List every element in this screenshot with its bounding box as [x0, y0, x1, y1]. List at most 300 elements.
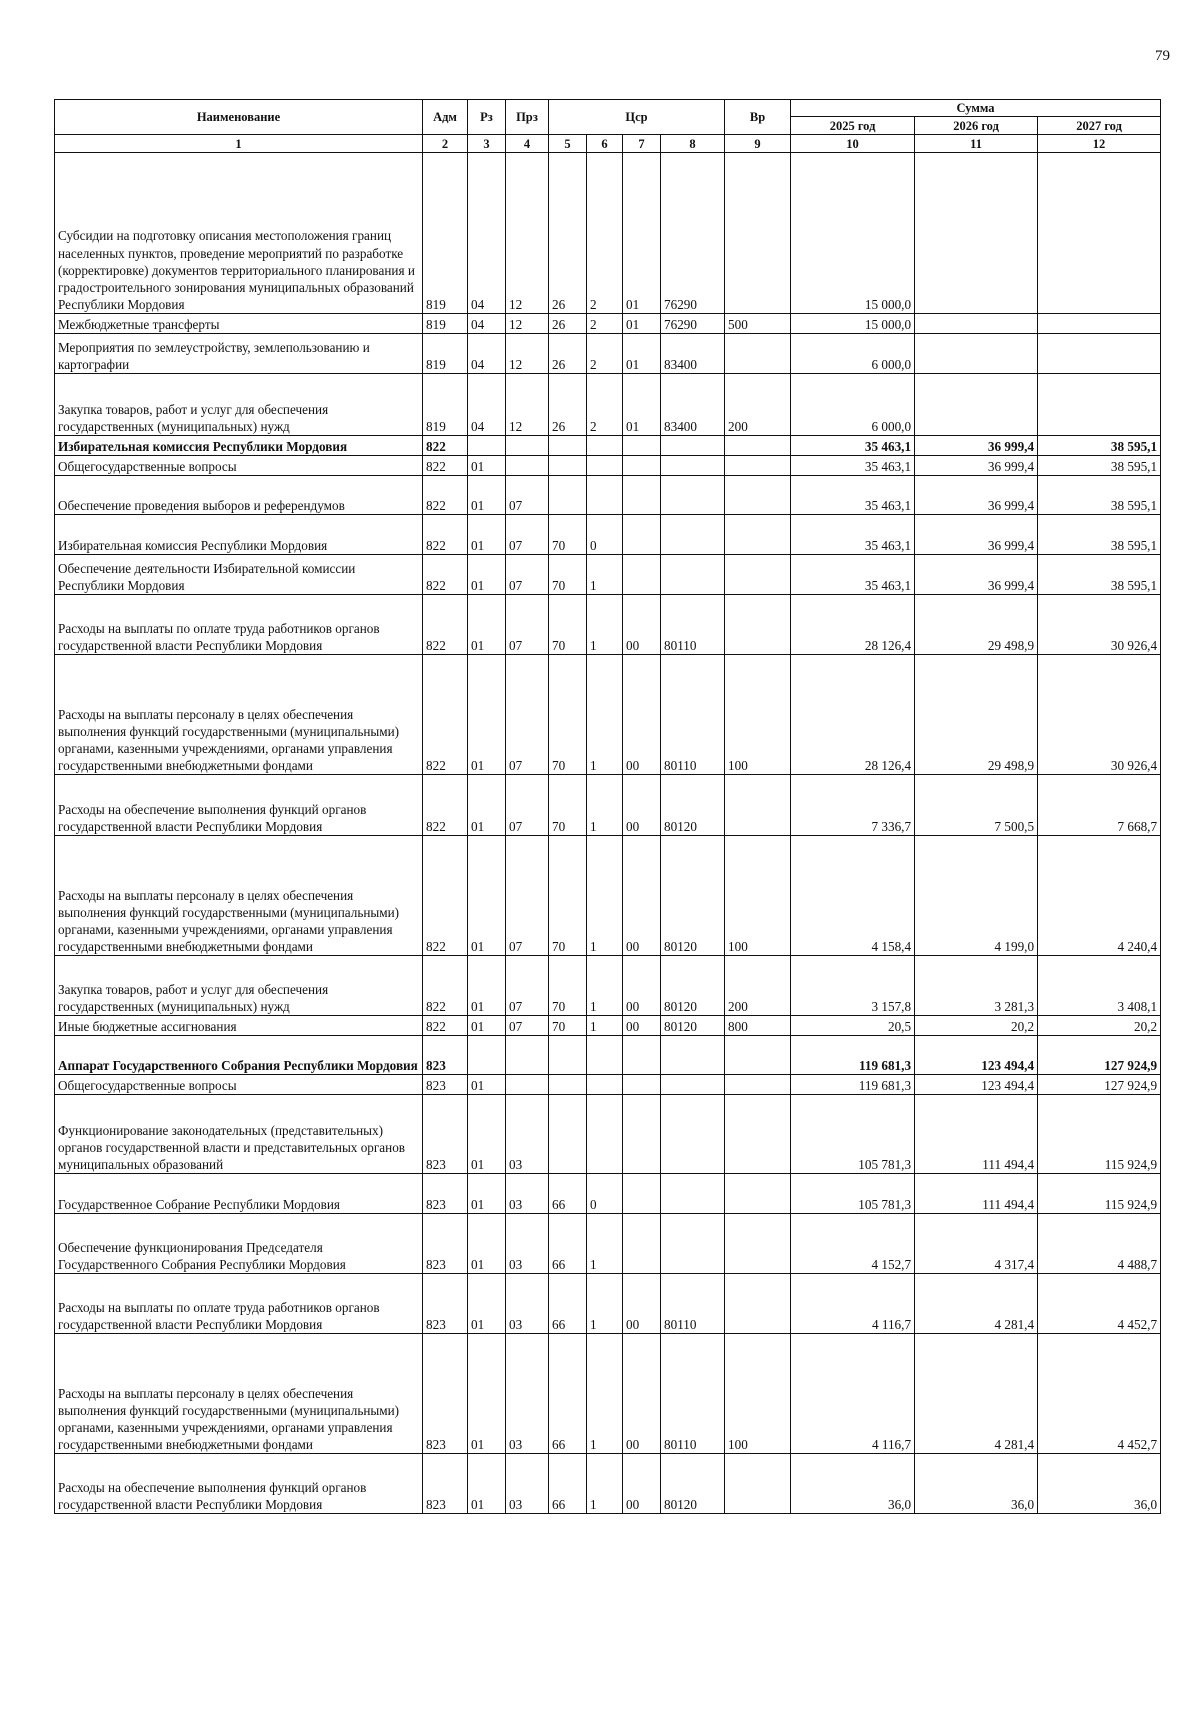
row-amount-2025: 35 463,1	[791, 436, 915, 456]
row-vr: 100	[725, 1334, 791, 1454]
column-number: 4	[506, 135, 549, 153]
header-rz: Рз	[468, 100, 506, 135]
row-name: Избирательная комиссия Республики Мордовия	[55, 436, 423, 456]
row-csr-8	[661, 555, 725, 595]
row-csr-7	[623, 515, 661, 555]
row-csr-5	[549, 436, 587, 456]
row-amount-2027: 115 924,9	[1038, 1174, 1161, 1214]
row-csr-7: 00	[623, 1454, 661, 1514]
row-csr-6: 1	[587, 555, 623, 595]
row-amount-2027: 38 595,1	[1038, 436, 1161, 456]
table-row	[55, 456, 1161, 476]
row-rz: 01	[468, 1454, 506, 1514]
row-name: Расходы на выплаты по оплате труда работников органов государственной власти Республики Мордовия	[55, 1274, 423, 1334]
row-csr-6: 2	[587, 334, 623, 374]
table-row	[55, 655, 1161, 775]
row-adm: 823	[423, 1036, 468, 1075]
table-row	[55, 1036, 1161, 1075]
row-rz: 01	[468, 476, 506, 515]
row-csr-8	[661, 436, 725, 456]
row-prz: 12	[506, 153, 549, 314]
table-body	[55, 153, 1161, 1514]
row-csr-7	[623, 1174, 661, 1214]
row-prz: 03	[506, 1454, 549, 1514]
row-amount-2026: 36 999,4	[915, 436, 1038, 456]
row-csr-8	[661, 1075, 725, 1095]
table-row	[55, 374, 1161, 436]
row-prz: 07	[506, 655, 549, 775]
row-vr	[725, 1214, 791, 1274]
row-adm: 822	[423, 836, 468, 956]
row-amount-2026	[915, 374, 1038, 436]
row-amount-2027: 3 408,1	[1038, 956, 1161, 1016]
row-csr-8: 80120	[661, 956, 725, 1016]
row-csr-6	[587, 436, 623, 456]
row-amount-2027: 30 926,4	[1038, 595, 1161, 655]
table-row	[55, 956, 1161, 1016]
table-row	[55, 515, 1161, 555]
row-csr-6: 1	[587, 956, 623, 1016]
row-csr-6: 0	[587, 515, 623, 555]
row-csr-5: 70	[549, 655, 587, 775]
row-vr: 100	[725, 836, 791, 956]
row-amount-2026: 3 281,3	[915, 956, 1038, 1016]
row-prz	[506, 436, 549, 456]
row-csr-7	[623, 476, 661, 515]
row-amount-2025: 35 463,1	[791, 515, 915, 555]
row-adm: 822	[423, 436, 468, 456]
row-adm: 823	[423, 1075, 468, 1095]
row-csr-6	[587, 1036, 623, 1075]
row-csr-5: 26	[549, 334, 587, 374]
budget-table	[54, 99, 1161, 1514]
column-number: 6	[587, 135, 623, 153]
row-amount-2027: 4 452,7	[1038, 1274, 1161, 1334]
row-prz: 07	[506, 595, 549, 655]
row-csr-5: 26	[549, 314, 587, 334]
row-amount-2027: 4 240,4	[1038, 836, 1161, 956]
row-prz: 03	[506, 1095, 549, 1174]
row-amount-2026: 111 494,4	[915, 1174, 1038, 1214]
row-name: Обеспечение проведения выборов и референдумов	[55, 476, 423, 515]
header-sum: Сумма	[791, 100, 1161, 117]
row-name: Расходы на обеспечение выполнения функций органов государственной власти Республики Мордовия	[55, 775, 423, 836]
row-csr-7: 00	[623, 1334, 661, 1454]
table-row	[55, 1075, 1161, 1095]
row-adm: 823	[423, 1174, 468, 1214]
row-csr-7: 00	[623, 1016, 661, 1036]
row-adm: 822	[423, 595, 468, 655]
row-rz: 01	[468, 1334, 506, 1454]
row-amount-2025: 7 336,7	[791, 775, 915, 836]
row-csr-5: 70	[549, 836, 587, 956]
row-name: Расходы на обеспечение выполнения функций органов государственной власти Республики Мордовия	[55, 1454, 423, 1514]
row-csr-5	[549, 1036, 587, 1075]
row-amount-2026: 111 494,4	[915, 1095, 1038, 1174]
row-amount-2027: 38 595,1	[1038, 555, 1161, 595]
row-csr-7: 01	[623, 334, 661, 374]
row-prz: 07	[506, 515, 549, 555]
row-adm: 822	[423, 515, 468, 555]
row-vr	[725, 515, 791, 555]
row-amount-2026: 36 999,4	[915, 555, 1038, 595]
column-number: 12	[1038, 135, 1161, 153]
row-csr-5: 70	[549, 775, 587, 836]
row-name: Закупка товаров, работ и услуг для обеспечения государственных (муниципальных) нужд	[55, 374, 423, 436]
header-adm: Адм	[423, 100, 468, 135]
row-csr-7: 01	[623, 314, 661, 334]
row-amount-2027: 30 926,4	[1038, 655, 1161, 775]
row-csr-6: 1	[587, 1016, 623, 1036]
row-amount-2027: 7 668,7	[1038, 775, 1161, 836]
row-prz	[506, 1036, 549, 1075]
row-adm: 819	[423, 334, 468, 374]
row-csr-7	[623, 1036, 661, 1075]
row-vr	[725, 476, 791, 515]
row-vr: 800	[725, 1016, 791, 1036]
header-vr: Вр	[725, 100, 791, 135]
row-amount-2027: 36,0	[1038, 1454, 1161, 1514]
row-amount-2026: 36 999,4	[915, 515, 1038, 555]
row-csr-6: 1	[587, 1274, 623, 1334]
row-adm: 822	[423, 456, 468, 476]
row-csr-5: 66	[549, 1174, 587, 1214]
row-rz: 01	[468, 775, 506, 836]
row-rz: 01	[468, 595, 506, 655]
row-rz: 01	[468, 555, 506, 595]
table-row	[55, 334, 1161, 374]
row-csr-8	[661, 476, 725, 515]
row-rz: 04	[468, 153, 506, 314]
row-rz: 01	[468, 956, 506, 1016]
row-amount-2025: 4 116,7	[791, 1334, 915, 1454]
row-adm: 823	[423, 1274, 468, 1334]
row-name: Закупка товаров, работ и услуг для обеспечения государственных (муниципальных) нужд	[55, 956, 423, 1016]
row-amount-2025: 105 781,3	[791, 1174, 915, 1214]
row-vr: 200	[725, 374, 791, 436]
row-prz: 03	[506, 1274, 549, 1334]
row-vr	[725, 775, 791, 836]
row-amount-2027: 20,2	[1038, 1016, 1161, 1036]
row-prz: 03	[506, 1174, 549, 1214]
row-prz: 12	[506, 374, 549, 436]
row-amount-2025: 28 126,4	[791, 595, 915, 655]
row-csr-8: 80120	[661, 1016, 725, 1036]
row-csr-8: 80110	[661, 595, 725, 655]
table-row	[55, 436, 1161, 456]
row-rz: 01	[468, 1214, 506, 1274]
row-csr-7	[623, 436, 661, 456]
row-rz: 01	[468, 456, 506, 476]
column-number: 3	[468, 135, 506, 153]
header-year-2026: 2026 год	[915, 117, 1038, 135]
row-csr-6: 1	[587, 775, 623, 836]
table-row	[55, 153, 1161, 314]
row-amount-2026: 29 498,9	[915, 655, 1038, 775]
row-csr-8: 80120	[661, 775, 725, 836]
row-csr-6: 1	[587, 836, 623, 956]
row-csr-8	[661, 515, 725, 555]
table-row	[55, 1174, 1161, 1214]
row-csr-5: 66	[549, 1274, 587, 1334]
row-csr-5: 26	[549, 374, 587, 436]
row-amount-2026: 7 500,5	[915, 775, 1038, 836]
row-csr-5	[549, 456, 587, 476]
table-row	[55, 1334, 1161, 1454]
row-vr	[725, 1075, 791, 1095]
row-amount-2025: 3 157,8	[791, 956, 915, 1016]
row-csr-6	[587, 476, 623, 515]
column-number: 9	[725, 135, 791, 153]
row-vr	[725, 456, 791, 476]
row-amount-2027: 38 595,1	[1038, 515, 1161, 555]
row-adm: 822	[423, 775, 468, 836]
row-prz: 07	[506, 836, 549, 956]
row-csr-8	[661, 1214, 725, 1274]
row-amount-2027	[1038, 314, 1161, 334]
row-adm: 823	[423, 1454, 468, 1514]
row-csr-6	[587, 1075, 623, 1095]
row-amount-2027: 38 595,1	[1038, 476, 1161, 515]
row-adm: 819	[423, 314, 468, 334]
row-amount-2026: 29 498,9	[915, 595, 1038, 655]
row-csr-6: 1	[587, 655, 623, 775]
row-rz: 01	[468, 1095, 506, 1174]
row-csr-5: 70	[549, 595, 587, 655]
row-name: Иные бюджетные ассигнования	[55, 1016, 423, 1036]
row-amount-2027: 127 924,9	[1038, 1075, 1161, 1095]
row-csr-8: 76290	[661, 314, 725, 334]
row-csr-8	[661, 1174, 725, 1214]
table-row	[55, 1095, 1161, 1174]
column-number: 2	[423, 135, 468, 153]
row-amount-2025: 15 000,0	[791, 314, 915, 334]
row-csr-7	[623, 1095, 661, 1174]
table-row	[55, 1214, 1161, 1274]
row-amount-2025: 15 000,0	[791, 153, 915, 314]
row-csr-5: 70	[549, 956, 587, 1016]
row-amount-2025: 28 126,4	[791, 655, 915, 775]
row-csr-7	[623, 1214, 661, 1274]
row-vr	[725, 1095, 791, 1174]
row-prz: 07	[506, 555, 549, 595]
column-number: 7	[623, 135, 661, 153]
row-adm: 822	[423, 476, 468, 515]
row-csr-5: 26	[549, 153, 587, 314]
row-csr-6: 2	[587, 153, 623, 314]
row-amount-2025: 6 000,0	[791, 374, 915, 436]
row-csr-6: 0	[587, 1174, 623, 1214]
row-amount-2026: 4 317,4	[915, 1214, 1038, 1274]
row-rz: 01	[468, 1016, 506, 1036]
row-vr	[725, 555, 791, 595]
row-rz: 01	[468, 515, 506, 555]
column-number: 5	[549, 135, 587, 153]
row-amount-2026: 36 999,4	[915, 476, 1038, 515]
row-vr	[725, 436, 791, 456]
row-csr-6	[587, 1095, 623, 1174]
row-csr-6: 1	[587, 1214, 623, 1274]
row-csr-7: 01	[623, 153, 661, 314]
row-amount-2027: 127 924,9	[1038, 1036, 1161, 1075]
row-vr	[725, 1036, 791, 1075]
row-amount-2025: 20,5	[791, 1016, 915, 1036]
table-row	[55, 1016, 1161, 1036]
row-name: Мероприятия по землеустройству, землепользованию и картографии	[55, 334, 423, 374]
row-csr-7: 00	[623, 836, 661, 956]
page-number: 79	[1155, 48, 1170, 64]
row-amount-2025: 35 463,1	[791, 555, 915, 595]
row-amount-2025: 6 000,0	[791, 334, 915, 374]
row-name: Аппарат Государственного Собрания Республики Мордовия	[55, 1036, 423, 1075]
row-csr-7: 00	[623, 1274, 661, 1334]
column-number-row	[55, 135, 1161, 153]
row-amount-2027	[1038, 374, 1161, 436]
row-amount-2026: 20,2	[915, 1016, 1038, 1036]
row-amount-2027: 4 488,7	[1038, 1214, 1161, 1274]
row-rz: 04	[468, 374, 506, 436]
row-vr	[725, 1274, 791, 1334]
table-row	[55, 595, 1161, 655]
row-rz	[468, 1036, 506, 1075]
row-rz	[468, 436, 506, 456]
row-vr: 200	[725, 956, 791, 1016]
row-adm: 823	[423, 1214, 468, 1274]
row-adm: 819	[423, 153, 468, 314]
header-year-2025: 2025 год	[791, 117, 915, 135]
row-csr-5: 66	[549, 1334, 587, 1454]
row-amount-2027: 38 595,1	[1038, 456, 1161, 476]
row-adm: 822	[423, 1016, 468, 1036]
row-amount-2027	[1038, 334, 1161, 374]
row-amount-2027: 115 924,9	[1038, 1095, 1161, 1174]
column-number: 8	[661, 135, 725, 153]
row-csr-7: 01	[623, 374, 661, 436]
row-amount-2026: 36 999,4	[915, 456, 1038, 476]
column-number: 11	[915, 135, 1038, 153]
row-csr-8	[661, 1036, 725, 1075]
row-name: Функционирование законодательных (представительных) органов государственной власти и представительных органов муниципальных образований	[55, 1095, 423, 1174]
row-csr-6: 1	[587, 595, 623, 655]
row-amount-2026: 4 199,0	[915, 836, 1038, 956]
row-csr-8: 80120	[661, 1454, 725, 1514]
row-rz: 04	[468, 334, 506, 374]
table-header	[55, 100, 1161, 153]
row-csr-8: 80110	[661, 655, 725, 775]
row-prz: 03	[506, 1214, 549, 1274]
row-amount-2025: 105 781,3	[791, 1095, 915, 1174]
row-prz: 07	[506, 476, 549, 515]
row-rz: 01	[468, 1075, 506, 1095]
row-csr-7: 00	[623, 595, 661, 655]
row-name: Субсидии на подготовку описания местоположения границ населенных пунктов, проведение мероприятий по разработке (корректировке) документов территориального планирования и градостроительного зонирования муниципальных образований Республики Мордовия	[55, 153, 423, 314]
table-row	[55, 775, 1161, 836]
row-csr-7	[623, 456, 661, 476]
row-amount-2025: 4 116,7	[791, 1274, 915, 1334]
row-adm: 823	[423, 1095, 468, 1174]
row-csr-5	[549, 476, 587, 515]
row-csr-6: 1	[587, 1454, 623, 1514]
row-adm: 819	[423, 374, 468, 436]
row-rz: 01	[468, 655, 506, 775]
row-amount-2026	[915, 314, 1038, 334]
row-csr-8: 80120	[661, 836, 725, 956]
table-row	[55, 555, 1161, 595]
row-rz: 01	[468, 836, 506, 956]
row-amount-2027: 4 452,7	[1038, 1334, 1161, 1454]
row-csr-7	[623, 555, 661, 595]
row-csr-5	[549, 1095, 587, 1174]
row-csr-8: 80110	[661, 1274, 725, 1334]
row-name: Обеспечение деятельности Избирательной комиссии Республики Мордовия	[55, 555, 423, 595]
header-name: Наименование	[55, 100, 423, 135]
row-amount-2025: 4 158,4	[791, 836, 915, 956]
row-csr-8: 76290	[661, 153, 725, 314]
row-prz	[506, 456, 549, 476]
row-csr-6: 2	[587, 374, 623, 436]
row-prz: 07	[506, 775, 549, 836]
row-csr-6	[587, 456, 623, 476]
row-amount-2025: 119 681,3	[791, 1036, 915, 1075]
row-rz: 01	[468, 1274, 506, 1334]
row-amount-2026: 123 494,4	[915, 1075, 1038, 1095]
row-amount-2026: 4 281,4	[915, 1334, 1038, 1454]
row-name: Расходы на выплаты персоналу в целях обеспечения выполнения функций государственными (муниципальными) органами, казенными учреждениями, органами управления государственными внебюджетными фондами	[55, 836, 423, 956]
header-prz: Прз	[506, 100, 549, 135]
row-csr-8	[661, 1095, 725, 1174]
row-vr	[725, 1174, 791, 1214]
row-csr-8: 83400	[661, 374, 725, 436]
row-csr-8: 83400	[661, 334, 725, 374]
row-csr-5: 70	[549, 515, 587, 555]
row-vr	[725, 595, 791, 655]
row-csr-5: 66	[549, 1214, 587, 1274]
row-name: Межбюджетные трансферты	[55, 314, 423, 334]
row-vr	[725, 153, 791, 314]
row-csr-8: 80110	[661, 1334, 725, 1454]
row-amount-2025: 35 463,1	[791, 476, 915, 515]
table-row	[55, 1454, 1161, 1514]
row-csr-6: 1	[587, 1334, 623, 1454]
row-name: Обеспечение функционирования Председателя Государственного Собрания Республики Мордовия	[55, 1214, 423, 1274]
row-name: Избирательная комиссия Республики Мордовия	[55, 515, 423, 555]
row-csr-5	[549, 1075, 587, 1095]
table-row	[55, 476, 1161, 515]
row-amount-2025: 35 463,1	[791, 456, 915, 476]
header-csr: Цср	[549, 100, 725, 135]
row-prz: 07	[506, 956, 549, 1016]
row-adm: 822	[423, 655, 468, 775]
column-number: 1	[55, 135, 423, 153]
row-csr-5: 66	[549, 1454, 587, 1514]
row-prz: 07	[506, 1016, 549, 1036]
row-csr-5: 70	[549, 1016, 587, 1036]
row-adm: 822	[423, 956, 468, 1016]
row-csr-5: 70	[549, 555, 587, 595]
row-amount-2026	[915, 153, 1038, 314]
row-name: Общегосударственные вопросы	[55, 456, 423, 476]
header-year-2027: 2027 год	[1038, 117, 1161, 135]
row-amount-2025: 4 152,7	[791, 1214, 915, 1274]
row-amount-2026: 123 494,4	[915, 1036, 1038, 1075]
row-name: Государственное Собрание Республики Мордовия	[55, 1174, 423, 1214]
table-row	[55, 314, 1161, 334]
row-name: Расходы на выплаты персоналу в целях обеспечения выполнения функций государственными (муниципальными) органами, казенными учреждениями, органами управления государственными внебюджетными фондами	[55, 1334, 423, 1454]
row-vr	[725, 1454, 791, 1514]
row-name: Общегосударственные вопросы	[55, 1075, 423, 1095]
row-vr: 500	[725, 314, 791, 334]
row-rz: 04	[468, 314, 506, 334]
